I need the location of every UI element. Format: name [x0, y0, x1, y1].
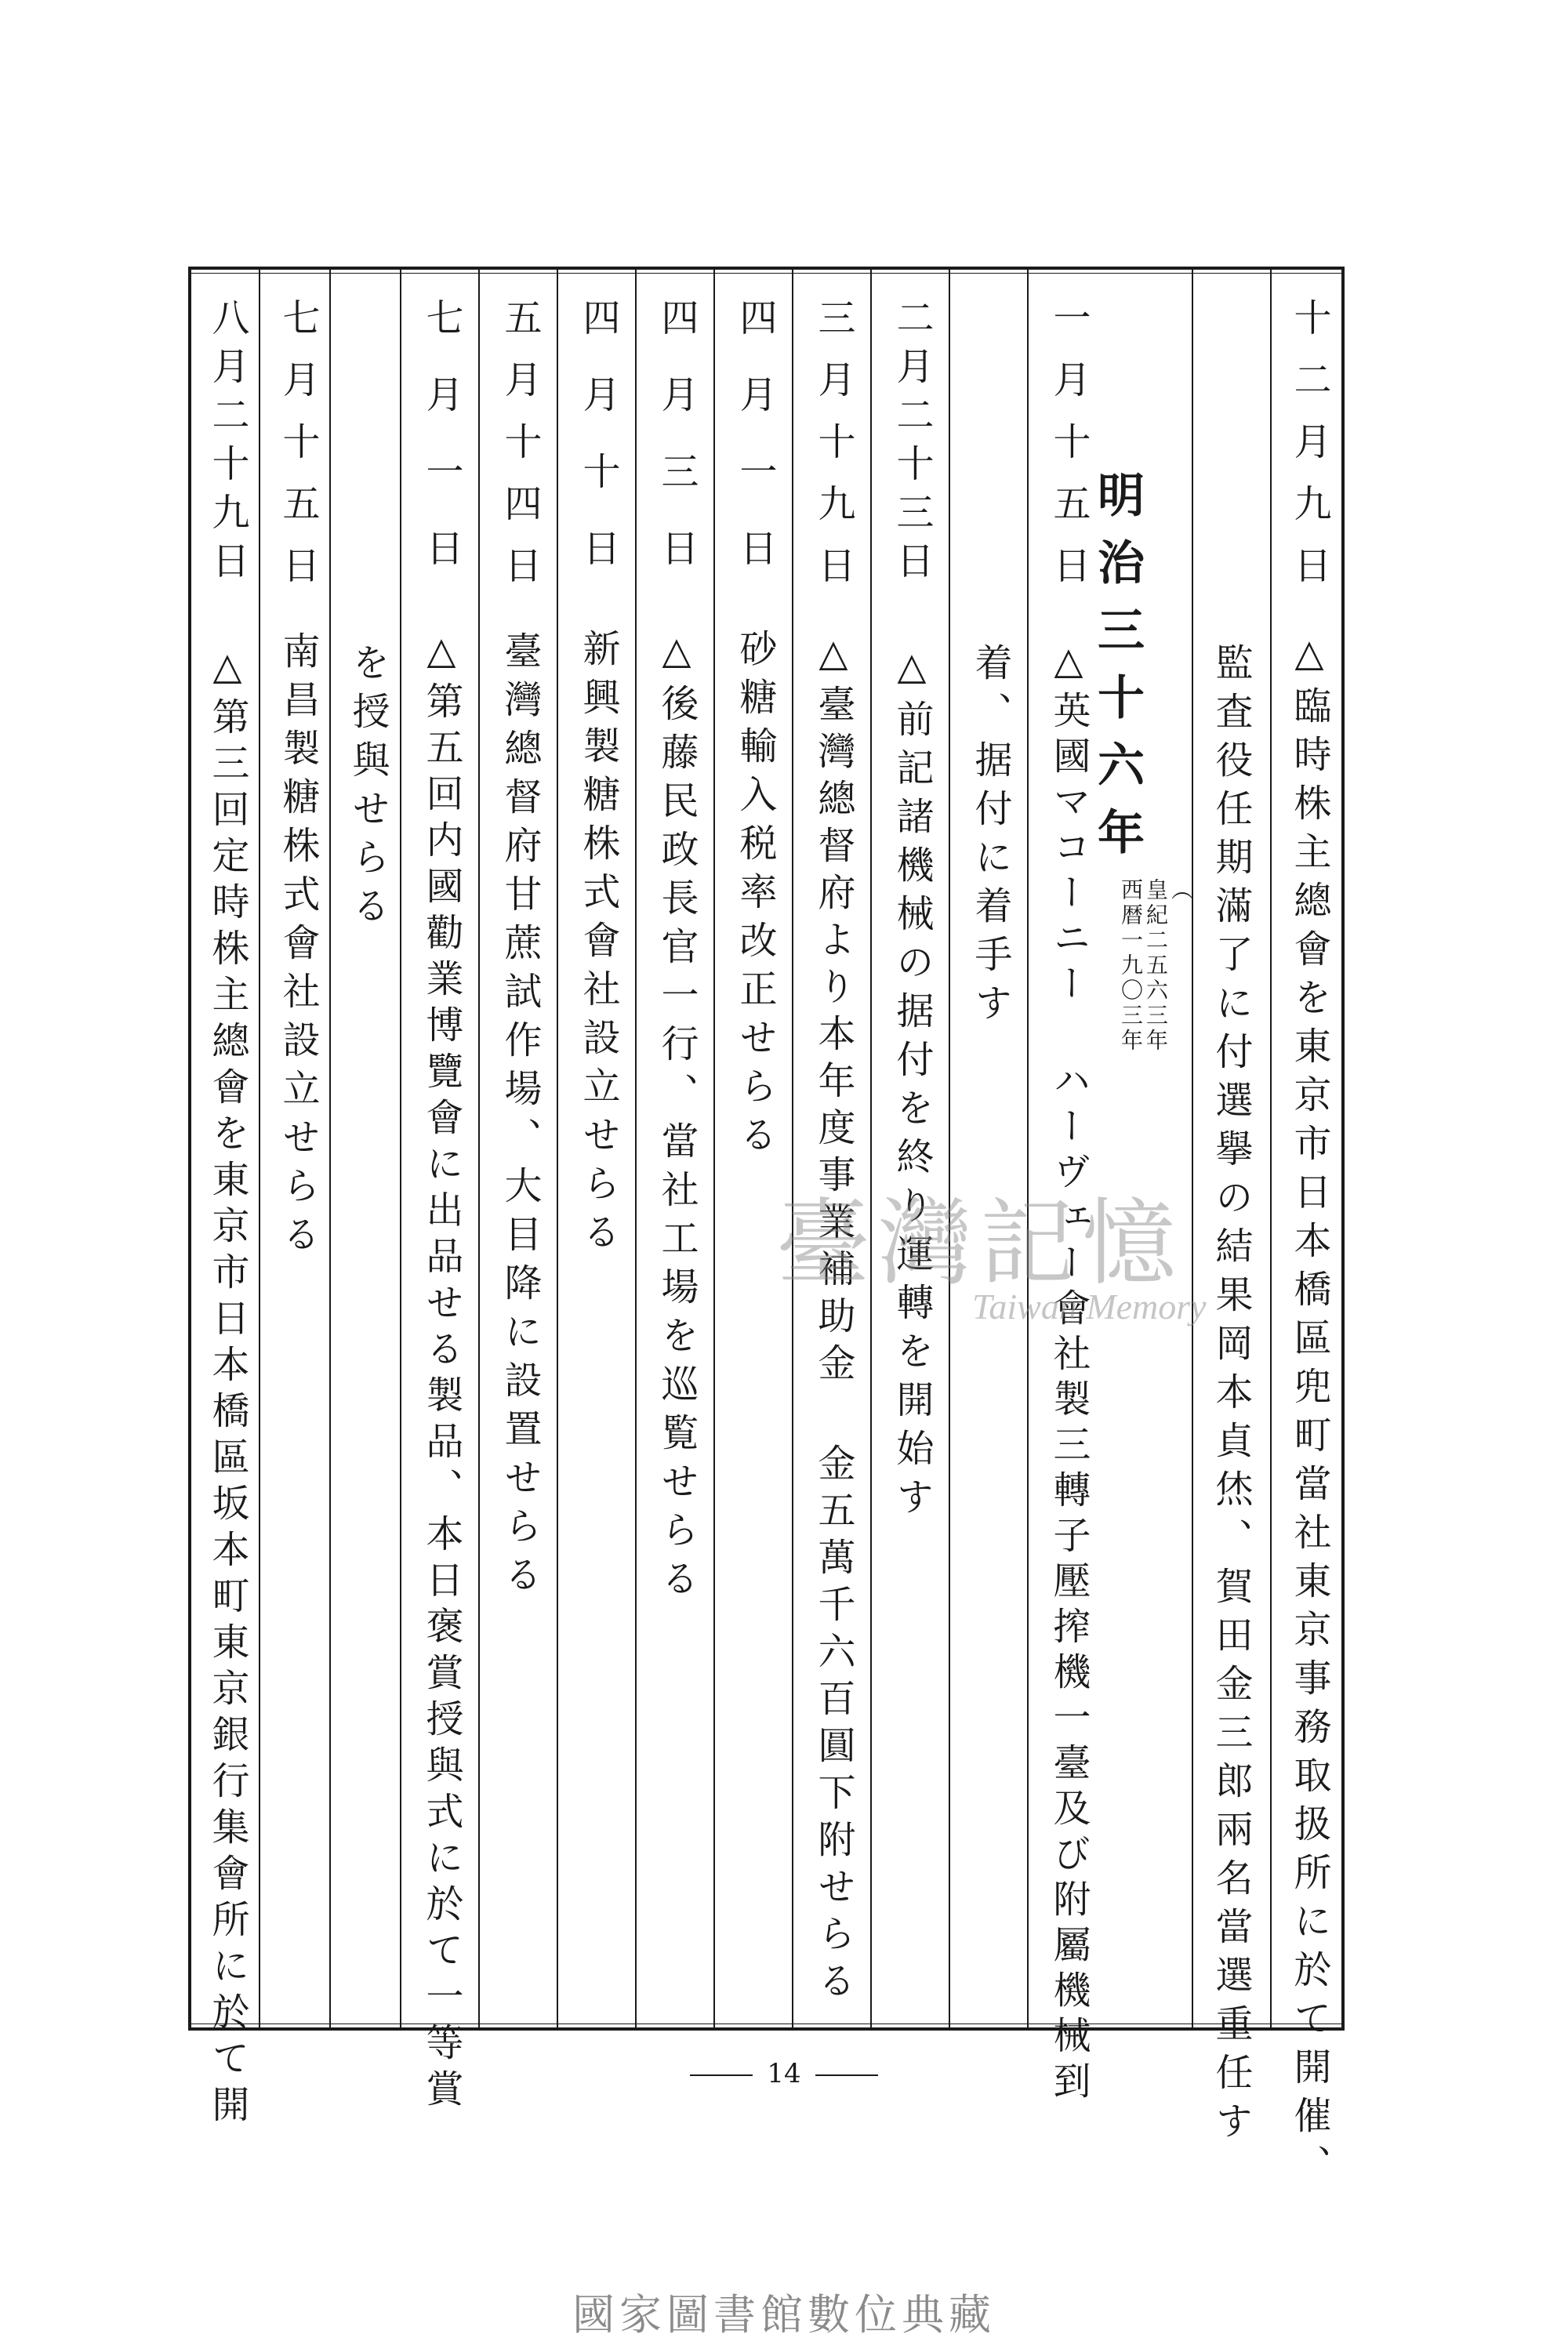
entry-date: 十二月九日 [1287, 298, 1331, 608]
watermark-en: Taiwan Memory [972, 1287, 1207, 1327]
entry-date: 二月二十三日 [890, 298, 934, 590]
entry-date: 四月十日 [576, 298, 620, 605]
watermark-cn: 臺灣記憶 [776, 1189, 1184, 1298]
column-divider [792, 270, 793, 2027]
entry-event-continuation: を授與せらる [346, 643, 390, 935]
entry-date: 四月一日 [733, 298, 777, 605]
column-divider [1192, 270, 1193, 2027]
entry-event: △後藤民政長官一行、當社工場を巡覧せらる [655, 629, 699, 1607]
entry-event-continuation: 監査役任期滿了に付選擧の結果岡本貞烋、賀田金三郎兩名當選重任す [1209, 643, 1253, 2150]
page-number-dash-left [690, 2074, 753, 2076]
entry-date: 五月十四日 [498, 298, 542, 608]
year-title: 明治三十六年 [1090, 470, 1145, 875]
page-number-dash-right [815, 2074, 878, 2076]
column-divider [949, 270, 950, 2027]
entry-date: 四月三日 [655, 298, 699, 605]
entry-event: 臺灣總督府甘蔗試作場、大目降に設置せらる [498, 631, 542, 1603]
entry-column [1196, 298, 1266, 2150]
page-number [0, 2058, 1568, 2089]
column-divider [1027, 270, 1029, 2027]
entry-column [192, 298, 263, 2131]
entry-event: 砂糖輸入税率改正せらる [733, 629, 777, 1163]
entry-column [563, 298, 633, 2007]
column-divider [1270, 270, 1272, 2027]
column-divider [713, 270, 715, 2027]
entry-column [720, 298, 790, 2007]
entry-event: △第五回内國勸業博覽會に出品せる製品、本日褒賞授與式に於て一等賞 [419, 629, 463, 2115]
entry-column [955, 298, 1025, 2007]
entry-event: △前記諸機械の据付を終り運轉を開始す [890, 644, 934, 1526]
entry-column [263, 298, 333, 2007]
entry-column [798, 298, 869, 2007]
entry-event: 南昌製糖株式會社設立せらる [276, 631, 320, 1263]
entry-date: 三月十九日 [811, 298, 855, 608]
entry-event: △臨時株主總會を東京市日本橋區兜町當社東京事務取扱所に於て開催、 [1287, 631, 1331, 2193]
entry-event: 新興製糖株式會社設立せらる [576, 629, 620, 1261]
entry-event: △第三回定時株主總會を東京市日本橋區坂本町東京銀行集會所に於て開 [205, 644, 249, 2131]
column-divider [557, 270, 558, 2027]
year-note-western: 西暦一九〇三年 [1118, 878, 1144, 1054]
year-note-imperial: 皇紀二五六三年 [1143, 878, 1169, 1054]
entry-column [406, 298, 477, 2115]
column-divider [635, 270, 637, 2027]
entry-event: △英國マコーニー ハーヴェー會社製三轉子壓搾機一臺及び附屬機械到 [1047, 639, 1091, 2107]
entry-date: 七月十五日 [276, 298, 320, 608]
entry-column [332, 298, 403, 2007]
column-divider [478, 270, 480, 2027]
column-divider [870, 270, 872, 2027]
entry-event-continuation: 着、据付に着手す [968, 643, 1012, 1032]
entry-column [641, 298, 712, 2007]
entry-date: 八月二十九日 [205, 298, 249, 590]
page-number-value: 14 [767, 2058, 801, 2089]
entry-column [877, 298, 947, 2007]
entry-column [485, 298, 555, 2007]
entry-column [1033, 298, 1104, 2107]
library-footer: 國家圖書館數位典藏 [572, 2290, 996, 2339]
entry-date: 七月一日 [419, 298, 463, 605]
frame-inner-top-rule [191, 273, 1341, 274]
year-note: （ 皇紀二五六三年 西暦一九〇三年 [1118, 878, 1194, 1054]
entry-event: △臺灣總督府より本年度事業補助金 金五萬千六百圓下附せらる [811, 631, 855, 2008]
entry-date: 一月十五日 [1047, 298, 1091, 608]
entry-column [1274, 298, 1345, 2193]
